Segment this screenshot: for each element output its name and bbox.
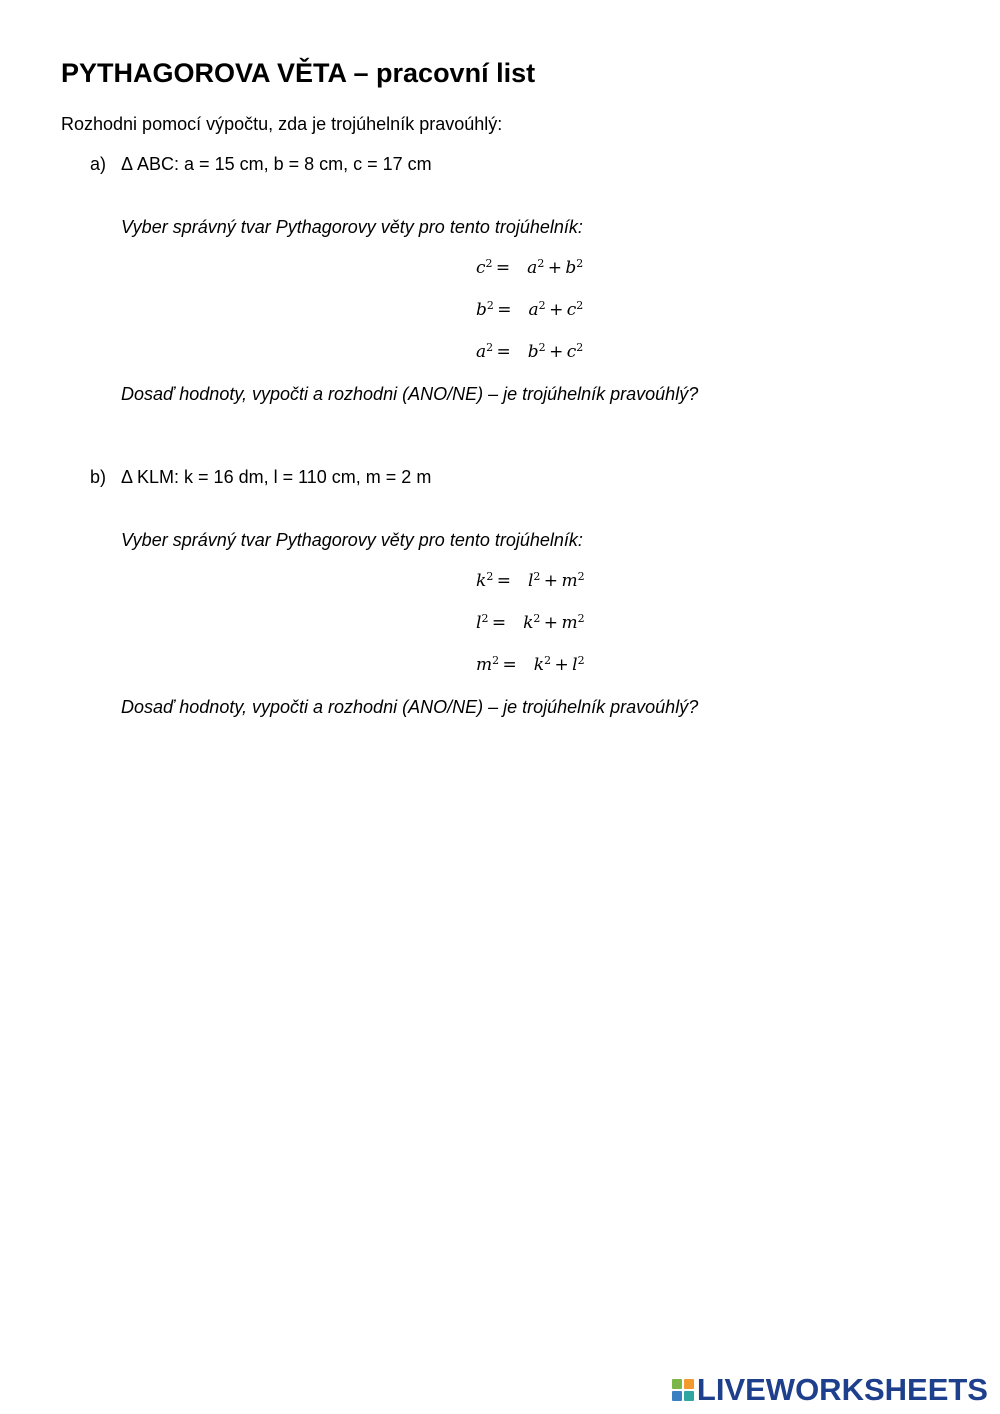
formula-variable: m: [561, 613, 578, 633]
formula-exponent: 2: [576, 341, 584, 354]
formula-variable: a: [476, 342, 487, 362]
formula-exponent: 2: [481, 612, 489, 625]
formula-variable: l: [476, 613, 482, 633]
formula-variable: k: [533, 655, 545, 675]
formula-variable: b: [527, 342, 539, 362]
formula-plus: +: [545, 300, 567, 320]
formula-exponent: 2: [577, 570, 585, 583]
formula-exponent: 2: [533, 612, 541, 625]
formula-exponent: 2: [485, 257, 493, 270]
task-a-label: a): [90, 154, 107, 174]
formula-exponent: 2: [486, 299, 494, 312]
liveworksheets-logo-icon: [672, 1379, 694, 1401]
formula-equals: =: [492, 258, 528, 278]
formula-equals: =: [493, 342, 528, 362]
formula-plus: +: [545, 342, 567, 362]
formula-variable: b: [565, 258, 577, 278]
page-title: PYTHAGOROVA VĚTA – pracovní list: [61, 58, 536, 88]
formula-exponent: 2: [533, 570, 541, 583]
formula-variable: c: [476, 258, 486, 278]
task-a-option-3[interactable]: [476, 342, 583, 362]
intro-text: Rozhodni pomocí výpočtu, zda je trojúhelník pravoúhlý:: [61, 114, 503, 134]
formula-exponent: 2: [544, 654, 552, 667]
task-b-option-1[interactable]: [476, 571, 585, 591]
liveworksheets-logo: [672, 1372, 988, 1408]
formula-exponent: 2: [538, 299, 546, 312]
formula-equals: =: [493, 300, 529, 320]
formula-equals: =: [493, 571, 528, 591]
formula-variable: b: [476, 300, 487, 320]
formula-exponent: 2: [486, 341, 494, 354]
formula-variable: c: [566, 342, 577, 362]
formula-exponent: 2: [577, 612, 585, 625]
formula-variable: k: [476, 571, 487, 591]
task-a-instruction: Vyber správný tvar Pythagorovy věty pro tento trojúhelník:: [121, 217, 583, 237]
formula-exponent: 2: [576, 257, 584, 270]
task-a-triangle: Δ ABC: a = 15 cm, b = 8 cm, c = 17 cm: [121, 154, 432, 174]
formula-plus: +: [540, 571, 562, 591]
formula-variable: l: [572, 655, 578, 675]
formula-plus: +: [540, 613, 562, 633]
task-a-option-1[interactable]: [476, 258, 583, 278]
formula-exponent: 2: [576, 299, 584, 312]
task-b-question: Dosaď hodnoty, vypočti a rozhodni (ANO/NE) – je trojúhelník pravoúhlý?: [121, 697, 699, 717]
formula-exponent: 2: [486, 570, 494, 583]
formula-variable: a: [527, 258, 538, 278]
formula-variable: m: [476, 655, 493, 675]
formula-exponent: 2: [537, 257, 545, 270]
formula-equals: =: [488, 613, 524, 633]
task-a-question: Dosaď hodnoty, vypočti a rozhodni (ANO/NE) – je trojúhelník pravoúhlý?: [121, 384, 699, 404]
formula-exponent: 2: [577, 654, 585, 667]
formula-variable: a: [528, 300, 539, 320]
formula-variable: m: [561, 571, 578, 591]
formula-exponent: 2: [492, 654, 500, 667]
formula-plus: +: [544, 258, 566, 278]
task-a-option-2[interactable]: [476, 300, 583, 320]
task-b-label: b): [90, 467, 107, 487]
formula-exponent: 2: [538, 341, 546, 354]
formula-variable: l: [527, 571, 534, 591]
formula-equals: =: [499, 655, 534, 675]
formula-plus: +: [551, 655, 573, 675]
task-b-instruction: Vyber správný tvar Pythagorovy věty pro tento trojúhelník:: [121, 530, 583, 550]
liveworksheets-wordmark: LIVEWORKSHEETS: [696, 1372, 988, 1407]
task-b-option-2[interactable]: [476, 613, 585, 633]
task-b-triangle: Δ KLM: k = 16 dm, l = 110 cm, m = 2 m: [121, 467, 432, 487]
formula-variable: k: [523, 613, 534, 633]
task-b-option-3[interactable]: [476, 655, 585, 675]
formula-variable: c: [566, 300, 577, 320]
